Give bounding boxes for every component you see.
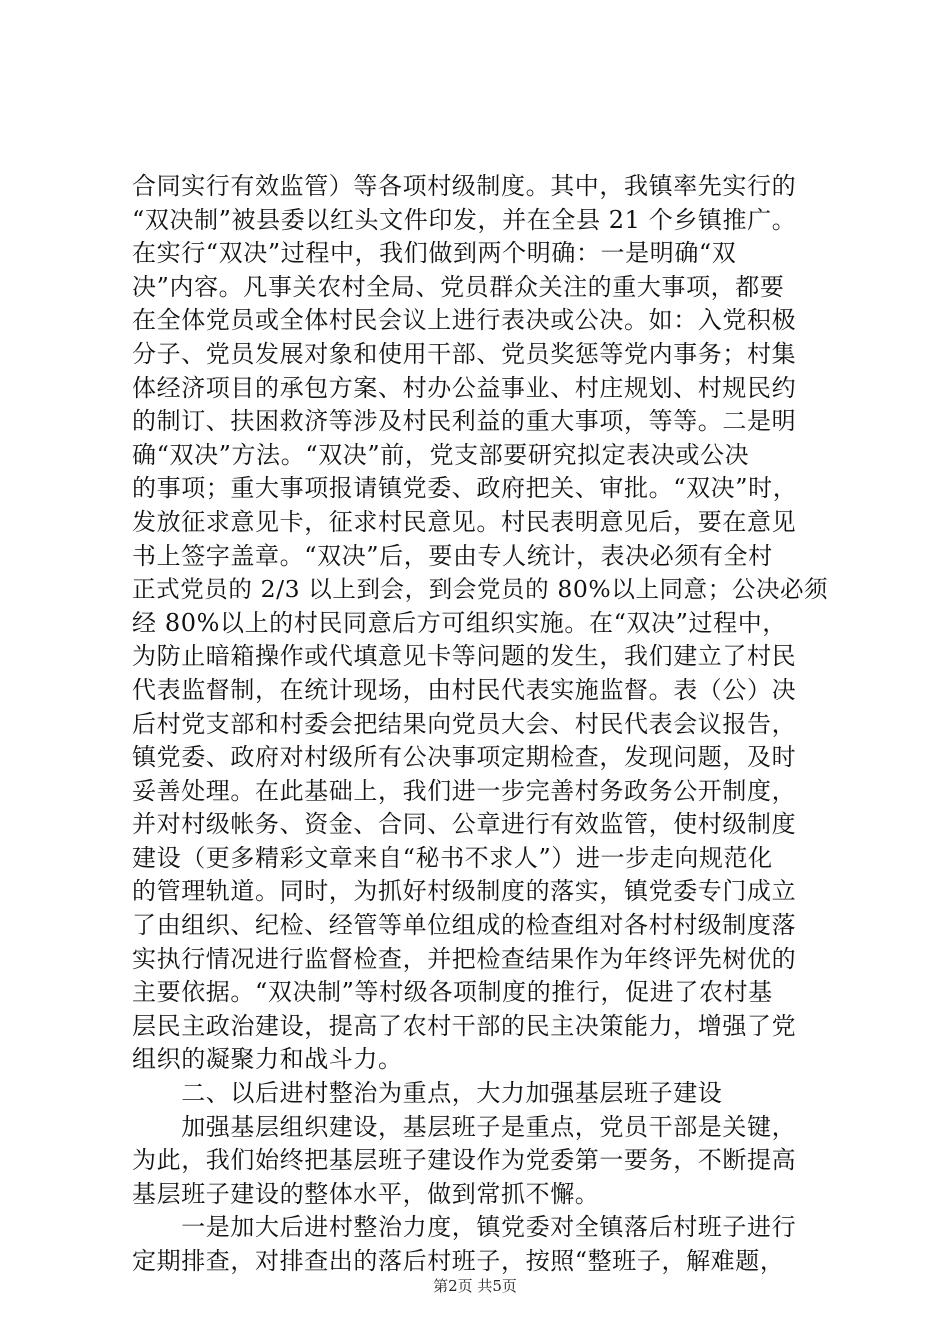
text-line: 实执行情况进行监督检查，并把检查结果作为年终评先树优的	[132, 944, 797, 973]
text-line: 的制订、扶困救济等涉及村民利益的重大事项，等等。二是明	[132, 407, 797, 436]
text-line: 主要依据。“双决制”等村级各项制度的推行，促进了农村基	[132, 978, 773, 1007]
text-line: 正式党员的 2/3 以上到会，到会党员的 80%以上同意；公决必须	[132, 575, 829, 604]
text-line: 的事项；重大事项报请镇党委、政府把关、审批。“双决”时，	[132, 474, 798, 503]
text-line: 妥善处理。在此基础上，我们进一步完善村务政务公开制度，	[132, 776, 797, 805]
text-line: 的管理轨道。同时，为抓好村级制度的落实，镇党委专门成立	[132, 877, 797, 906]
text-line: 建设（更多精彩文章来自“秘书不求人”）进一步走向规范化	[132, 843, 773, 872]
text-line: 一是加大后进村整治力度，镇党委对全镇落后村班子进行	[132, 1213, 797, 1242]
text-line: 为此，我们始终把基层班子建设作为党委第一要务，不断提高	[132, 1146, 797, 1175]
text-line: 定期排查，对排查出的落后村班子，按照“整班子，解难题，	[132, 1247, 785, 1275]
text-line: 分子、党员发展对象和使用干部、党员奖惩等党内事务；村集	[132, 339, 797, 368]
text-line: 在实行“双决”过程中，我们做到两个明确：一是明确“双	[132, 239, 737, 268]
text-line: 经 80%以上的村民同意后方可组织实施。在“双决”过程中，	[132, 608, 787, 637]
text-line: 书上签字盖章。“双决”后，要由专人统计，表决必须有全村	[132, 541, 773, 570]
text-line: 体经济项目的承包方案、村办公益事业、村庄规划、村规民约	[132, 373, 797, 402]
section-heading: 二、以后进村整治为重点，大力加强基层班子建设	[132, 1079, 723, 1108]
text-line: 合同实行有效监管）等各项村级制度。其中，我镇率先实行的	[132, 172, 797, 200]
text-line: 基层班子建设的整体水平，做到常抓不懈。	[132, 1179, 600, 1208]
text-line: 镇党委、政府对村级所有公决事项定期检查，发现问题，及时	[132, 743, 797, 772]
text-line: 代表监督制，在统计现场，由村民代表实施监督。表（公）决	[132, 675, 797, 704]
text-line: 在全体党员或全体村民会议上进行表决或公决。如：入党积极	[132, 306, 797, 335]
body-text	[132, 170, 832, 1279]
text-line: 组织的凝聚力和战斗力。	[132, 1045, 403, 1074]
text-line: 了由组织、纪检、经管等单位组成的检查组对各村村级制度落	[132, 911, 797, 940]
text-line: “双决制”被县委以红头文件印发，并在全县 21 个乡镇推广。	[132, 205, 797, 234]
text-line: 层民主政治建设，提高了农村干部的民主决策能力，增强了党	[132, 1011, 797, 1040]
page-footer: 第2页 共5页	[433, 1277, 517, 1295]
text-line: 后村党支部和村委会把结果向党员大会、村民代表会议报告，	[132, 709, 797, 738]
text-line: 并对村级帐务、资金、合同、公章进行有效监管，使村级制度	[132, 810, 797, 839]
text-line: 为防止暗箱操作或代填意见卡等问题的发生，我们建立了村民	[132, 642, 797, 671]
text-line: 加强基层组织建设，基层班子是重点，党员干部是关键，	[132, 1112, 797, 1141]
text-line: 决”内容。凡事关农村全局、党员群众关注的重大事项，都要	[132, 272, 785, 301]
text-line: 发放征求意见卡，征求村民意见。村民表明意见后，要在意见	[132, 507, 797, 536]
text-line: 确“双决”方法。“双决”前，党支部要研究拟定表决或公决	[132, 440, 750, 469]
